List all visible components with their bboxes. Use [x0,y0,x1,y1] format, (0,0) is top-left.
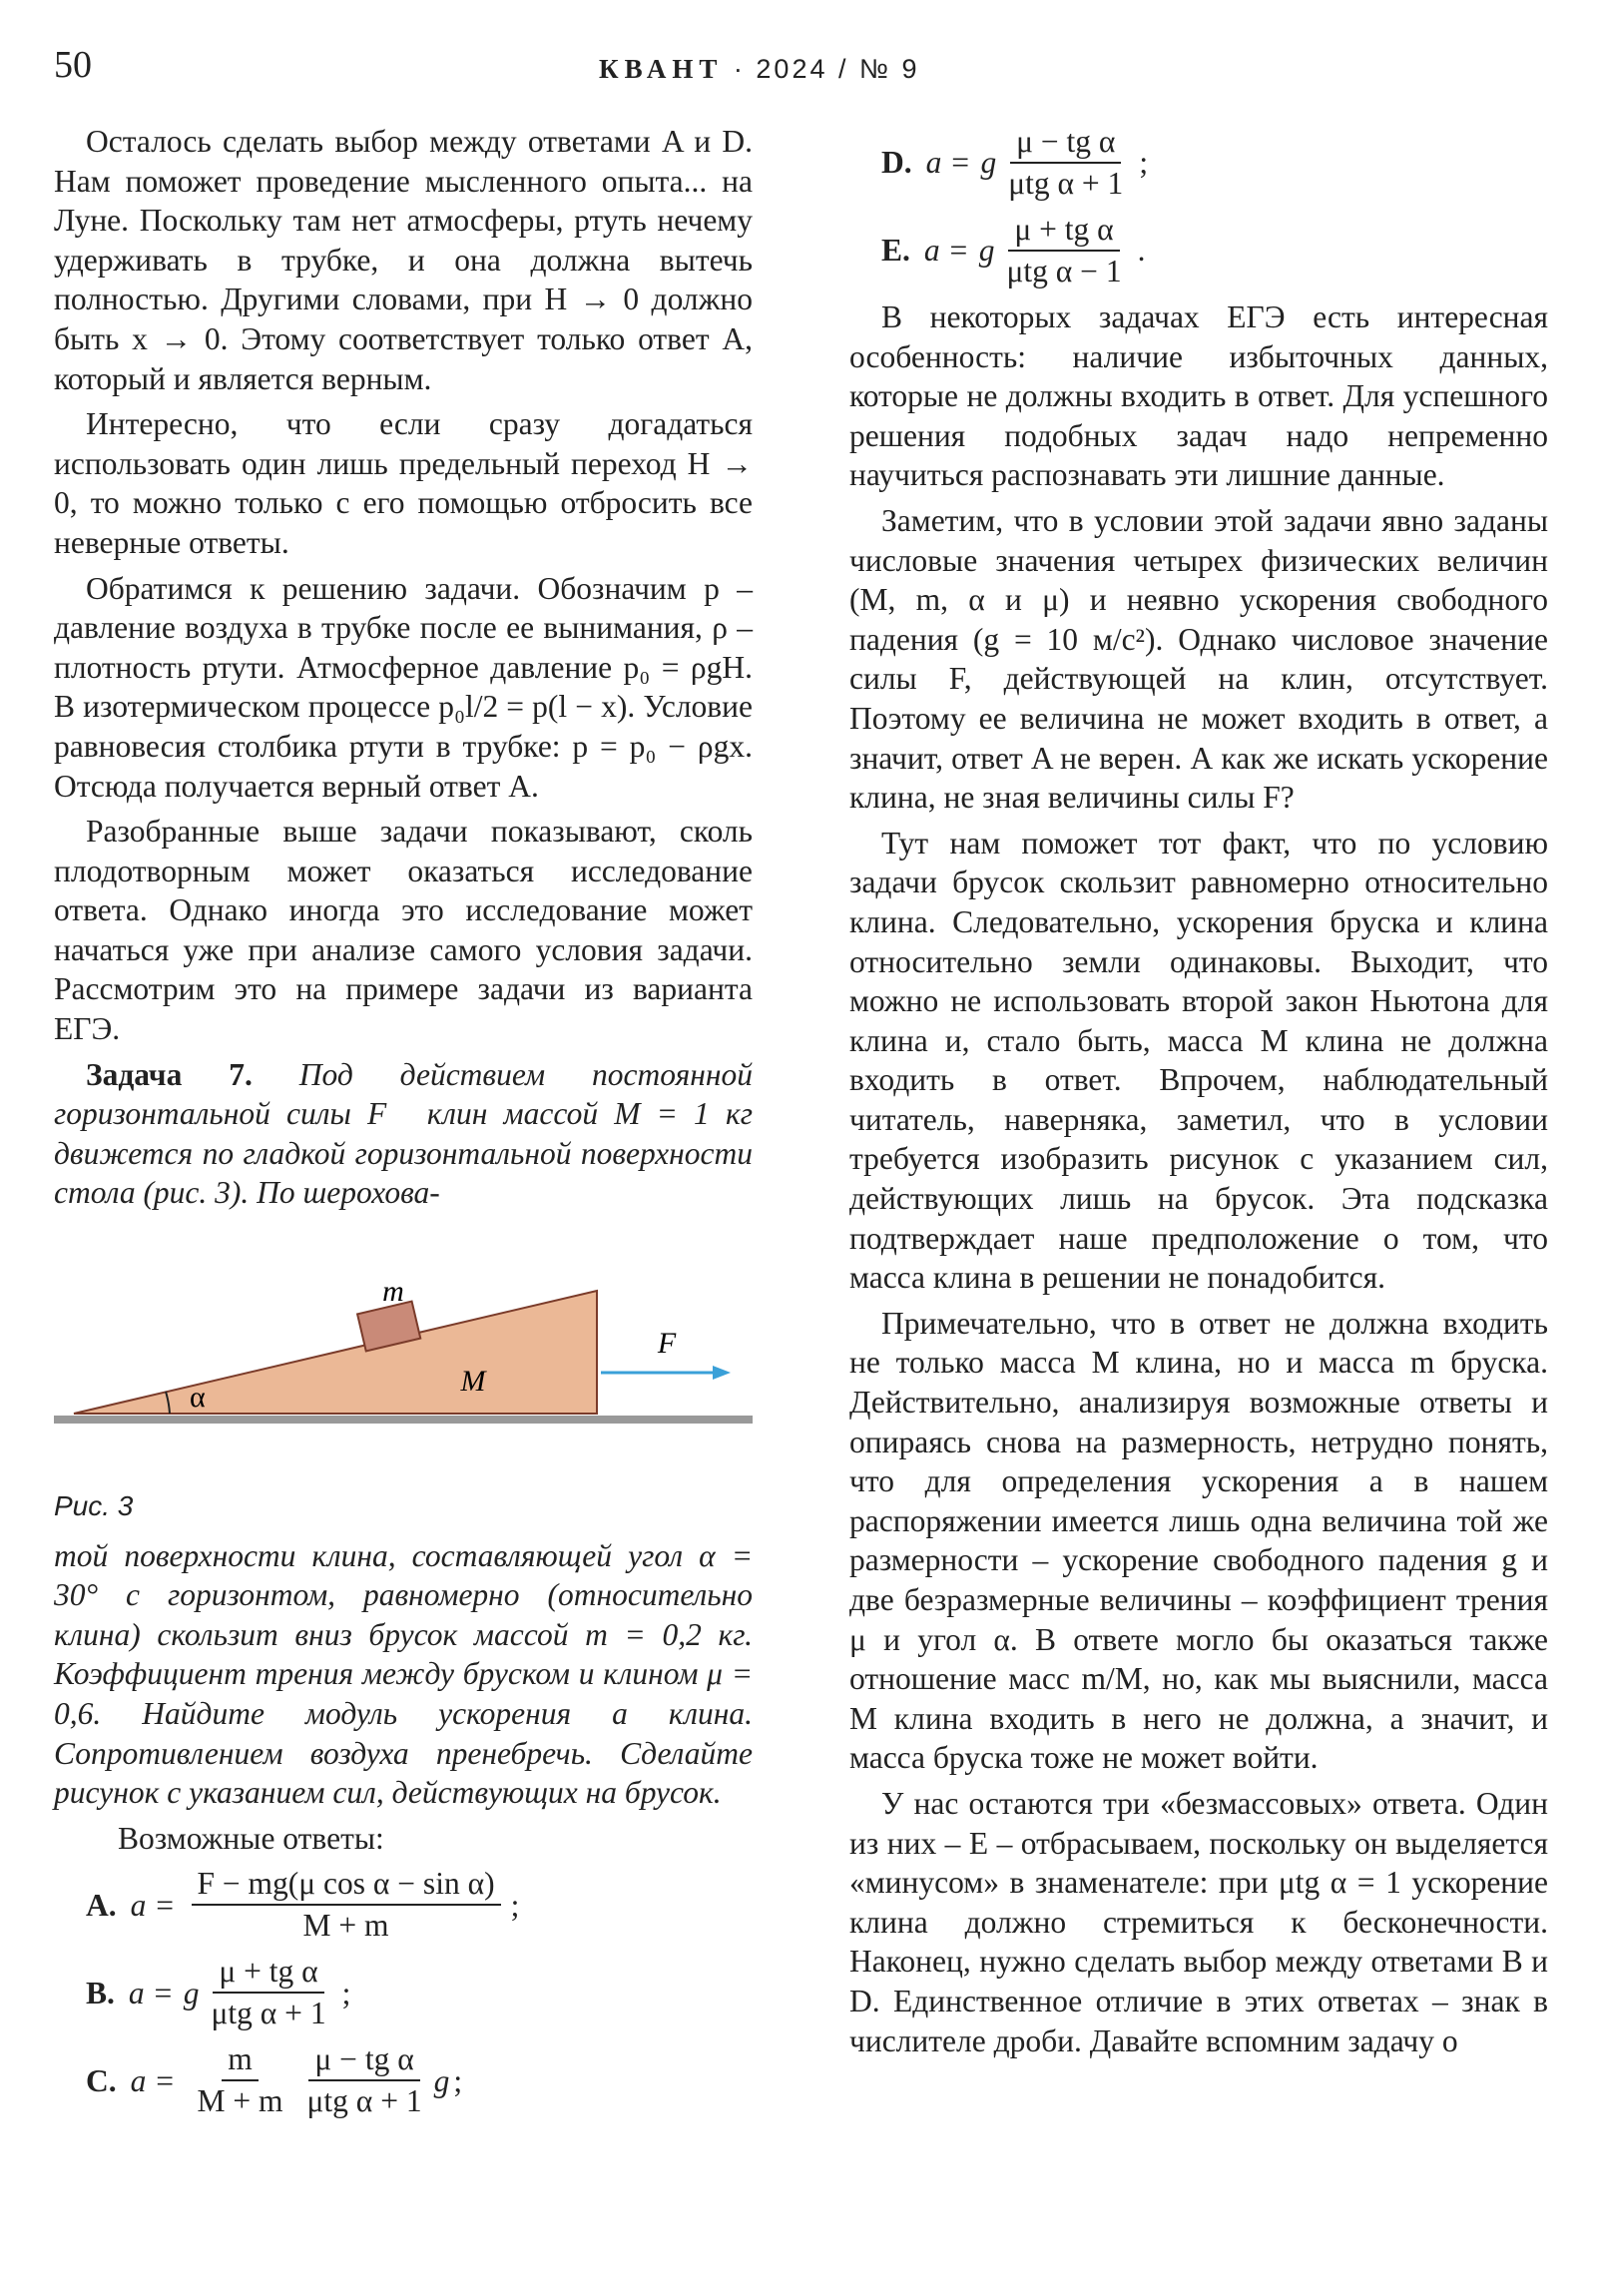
fraction [1001,210,1128,291]
paragraph: Заметим, что в условии этой задачи явно заданы числовые значения четырех физических величин (M, m, α и μ) и неявно ускорения свободного падения (g = 10 м/с²). Однако числовое значение силы F, действующей на клин, отсутствует. Поэтому ее величина не может входить в ответ, а значит, ответ A не верен. А как же искать ускорение клина, не зная величины силы F? [849,502,1548,816]
denominator: μtg α + 1 [211,1996,326,2031]
paragraph: Интересно, что если сразу догадаться использовать один лишь предельный переход H → 0, то можно только с его помощью отбросить все неверные ответы. [54,406,753,560]
journal-name: КВАНТ [599,54,724,84]
answer-c [86,2039,753,2121]
label-M: M [460,1365,486,1399]
paragraph: Обратимся к решению задачи. Обозначим p – давление воздуха в трубке после ее вынимания, ρ – плотность ртути. Атмосферное давление p₀ = ρgH. В изотермическом процессе p₀l/2 = p(l − x). Условие равновесия столбика ртути в трубке: p = p₀ − ρgx. Отсюда получается верный ответ A. [54,570,753,804]
answer-letter: B. [86,1975,115,2010]
figure-3 [54,1223,753,1482]
answer-tail: ; [341,1975,351,2010]
answer-lhs: a = [128,1975,174,2010]
answer-tail: . [1137,233,1146,269]
problem-text-cont: той поверхности клина, составляющей угол α = 30° с горизонтом, равномерно (относительно клина) скользит вниз брусок массой m = 0,2 кг. Коэффициент трения между бруском и клином μ = 0,6. Найдите модуль ускорения a клина. Сопротивлением воздуха пренебречь. Сделайте рисунок с указанием сил, действующих на брусок. [54,1537,753,1811]
answer-lhs: a = [130,1887,176,1923]
answer-b [86,1952,753,2033]
answer-factor: g [183,1975,200,2010]
page-number: 50 [54,44,92,86]
answers-title [54,1819,753,1859]
numerator: μ − tg α [1010,122,1121,164]
force-arrow-head [713,1366,731,1380]
paragraph: Примечательно, что в ответ не должна входить не только масса M клина, но и масса m бруска. Действительно, анализируя возможные ответы и опираясь снова на размерность, нетрудно понять, что для определения ускорения a в нашем распоряжении имеется лишь одна величина той же размерности – ускорение свободного падения g и две безразмерные величины – коэффициент трения μ и угол α. В ответе могло бы оказаться также отношение масс m/M, но, как мы выяснили, масса M клина входить в него не должна, а значит, и масса бруска тоже не может войти. [849,1305,1548,1776]
paragraph: Разобранные выше задачи показывают, сколь плодотворным может оказаться исследование ответа. Однако иногда это исследование может начаться уже при анализе самого условия задачи. Рассмотрим это на примере задачи из варианта ЕГЭ. [54,814,753,1047]
answer-factor: g [433,2062,450,2098]
paragraph: Тут нам поможет тот факт, что по условию задачи брусок скользит равномерно относительно клина. Следовательно, ускорения бруска и клина относительно земли одинаковы. Выходит, что можно не использовать второй закон Ньютона для клина и, стало быть, масса M клина не должна входить в ответ. Впрочем, наблюдательный читатель, наверняка, заметил, что в условии требуется изобразить рисунок с указанием сил, действующих лишь на брусок. Эта подсказка подтверждает наше предположение о том, что масса клина в решении не понадобится. [849,825,1548,1296]
label-alpha: α [190,1381,206,1415]
paragraph: У нас остаются три «безмассовых» ответа. Один из них – E – отбрасываем, поскольку он выделяется «минусом» в знаменателе: при μtg α = 1 ускорение клина должно стремиться к бесконечности. Наконец, нужно сделать выбор между ответами B и D. Единственное отличие в этих ответах – знак в числителе дроби. Давайте вспомним задачу о [849,1785,1548,2058]
answer-letter: D. [881,145,912,181]
label-m: m [382,1275,404,1309]
paragraph: Осталось сделать выбор между ответами A и D. Нам поможет проведение мысленного опыта... на Луне. Поскольку там нет атмосферы, ртуть нечему удерживать в трубке, и она должна вытечь полностью. Другими словами, при H → 0 должно быть x → 0. Этому соответствует только ответ A, который и является верным. [54,124,753,396]
numerator: m [222,2039,259,2081]
page-header [0,42,1597,92]
wedge-shape [74,1291,597,1414]
answer-tail: ; [510,1887,520,1923]
numerator: μ + tg α [1008,210,1119,252]
denominator: M + m [197,2083,283,2119]
running-head [599,50,919,90]
problem-label: Задача 7. [86,1056,253,1092]
fraction [192,2039,289,2121]
issue-info: · 2024 / № 9 [733,54,920,84]
answer-lhs: a = [925,145,971,181]
answer-letter: E. [881,233,910,269]
problem-text: Под действием постоянной горизонтальной силы F⃗ клин массой M = 1 кг движется по гладкой горизонтальной поверхности стола (рис. 3). По шерохова- [54,1056,753,1211]
answer-d [881,122,1548,204]
fraction [192,1864,501,1946]
numerator: F − mg(μ cos α − sin α) [192,1864,501,1906]
answer-letter: A. [86,1887,117,1923]
fraction [1002,122,1129,204]
answer-lhs: a = [130,2062,176,2098]
numerator: μ − tg α [308,2039,419,2081]
answers-title-text: Возможные ответы: [118,1820,384,1856]
answer-lhs: a = [923,233,969,269]
denominator: μtg α + 1 [306,2083,422,2119]
problem-statement [54,1055,753,1213]
answer-letter: C. [86,2062,117,2098]
left-column [54,122,753,2127]
paragraph: В некоторых задачах ЕГЭ есть интересная особенность: наличие избыточных данных, которые не должны входить в ответ. Для успешного решения подобных задач надо непременно научиться распознавать эти лишние данные. [849,299,1548,493]
denominator: μtg α + 1 [1008,166,1124,201]
denominator: μtg α − 1 [1006,254,1122,288]
fraction [301,2039,428,2121]
answer-tail: ; [1139,145,1149,181]
figure-caption: Рис. 3 [54,1490,134,1522]
ground-surface [54,1416,753,1424]
label-F: F [657,1327,677,1361]
fraction [206,1952,332,2033]
numerator: μ + tg α [213,1952,323,1994]
wedge-diagram [54,1223,753,1482]
problem-continuation [54,1536,753,1813]
answer-factor: g [978,233,995,269]
answer-e [881,210,1548,291]
answer-tail: ; [453,2062,463,2098]
denominator: M + m [302,1908,389,1944]
answer-a [86,1864,753,1946]
answer-factor: g [980,145,997,181]
right-column [849,122,1548,2060]
